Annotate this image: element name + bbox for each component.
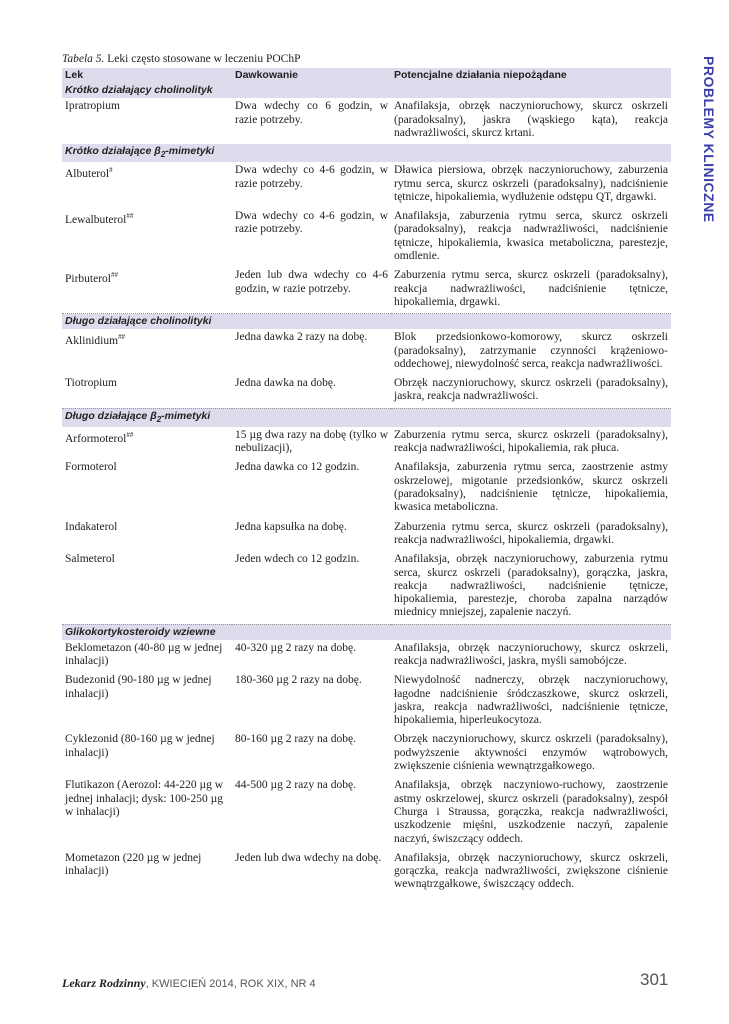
- drug-cell: Cyklezonid (80-160 µg w jednej inhalacji): [65, 733, 215, 759]
- drug-cell: Aklinidium##: [65, 333, 126, 348]
- table-row: [62, 672, 671, 731]
- drug-cell: Beklometazon (40-80 µg w jednej inhalacji): [65, 641, 223, 667]
- section-title: Glikokortykosteroidy wziewne: [62, 624, 671, 640]
- page-number: 301: [640, 970, 669, 989]
- journal-issue: , KWIECIEŃ 2014, ROK XIX, NR 4: [145, 978, 316, 990]
- table-row: [62, 162, 671, 208]
- table-row: [62, 459, 671, 518]
- drug-cell: Pirbuterol##: [62, 267, 232, 313]
- section-title: Krótko działające $\beta_2$-mimetyki: [62, 144, 671, 162]
- table-caption: [62, 53, 301, 65]
- drug-cell: Albuterol#: [65, 166, 113, 181]
- dose-cell: Jedna kapsułka na dobę.: [235, 520, 347, 533]
- table-section-row: [62, 314, 671, 330]
- drug-cell: Flutikazon (Aerozol: 44-220 µg w jednej inhalacji; dysk: 100-250 µg w inhalacji): [65, 779, 224, 818]
- table-row: [62, 267, 671, 313]
- table-row: [62, 208, 671, 267]
- drug-cell: Lewalbuterol##: [65, 212, 134, 226]
- effects-cell: Obrzęk naczynioruchowy, skurcz oskrzeli (paradoksalny), podwyższenie aktywności enzymów wątrobowych, zwiększenie ciśnienia wewnątrzgałkowego.: [394, 733, 668, 773]
- effects-cell: Anafilaksja, obrzęk naczyniowo-ruchowy, zaostrzenie astmy oskrzelowej, skurcz oskrzeli (paradoksalny), zespół Churga i Straussa, gorączka, reakcja nadwrażliwości, uszkodzenie mięśni, uszkodzenie naczyń, zapalenie naczyń, świszczący oddech.: [394, 779, 668, 845]
- effects-cell: Dławica piersiowa, obrzęk naczynioruchowy, zaburzenia rytmu serca, skurcz oskrzeli (paradoksalny), nadciśnienie tętnicze, hipokaliemia, wydłużenie odstępu QT, drgawki.: [394, 164, 668, 203]
- journal-name: Lekarz Rodzinny: [62, 976, 146, 990]
- drug-cell: Mometazon (220 µg w jednej inhalacji): [65, 851, 202, 878]
- drug-cell: Salmeterol: [62, 551, 232, 624]
- table-section-row: [62, 408, 671, 427]
- effects-cell: Anafilaksja, zaburzenia rytmu serca, zaostrzenie astmy oskrzelowej, migotanie przedsionków, skurcz oskrzeli (paradoksalny), nadciśnienie tętnicze, hipokaliemia, kwasica metaboliczna.: [394, 461, 668, 514]
- section-title: Długo działające $\beta_2$-mimetyki: [62, 408, 671, 427]
- table-row: [62, 850, 671, 896]
- page-footer: [62, 976, 316, 991]
- dose-cell: 80-160 µg 2 razy na dobę.: [235, 733, 356, 746]
- drug-cell: Arformoterol##: [65, 430, 134, 445]
- dose-cell: 44-500 µg 2 razy na dobę.: [235, 779, 356, 792]
- dose-cell: Jeden lub dwa wdechy na dobę.: [235, 851, 382, 864]
- dose-cell: Dwa wdechy co 4-6 godzin, w razie potrzeby.: [235, 164, 388, 190]
- table-row: [62, 329, 671, 375]
- header-drug: Lek: [62, 68, 232, 83]
- table-row: [62, 98, 671, 144]
- effects-cell: Anafilaksja, obrzęk naczynioruchowy, skurcz oskrzeli, gorączka, reakcja nadwrażliwości, zwiększone ciśnienie wewnątrzgałkowe, świszczący oddech.: [394, 851, 668, 891]
- table-row: [62, 731, 671, 777]
- table-row: [62, 777, 671, 849]
- drug-cell: Ipratropium: [65, 100, 120, 113]
- table-row: [62, 519, 671, 552]
- effects-cell: Blok przedsionkowo-komorowy, skurcz oskrzeli (paradoksalny), zatrzymanie czynności krążeniowo-oddechowej, niewydolność serca, reakcja nadwrażliwości.: [394, 331, 668, 370]
- section-side-title: PROBLEMY KLINICZNE: [701, 56, 717, 223]
- table-row: [62, 551, 671, 624]
- table-row: [62, 375, 671, 408]
- effects-cell: Zaburzenia rytmu serca, skurcz oskrzeli (paradoksalny), reakcja nadwrażliwości, hipokaliemia, rak płuca.: [394, 428, 668, 455]
- section-title: Długo działające cholinolityki: [62, 314, 671, 330]
- effects-cell: Anafilaksja, obrzęk naczynioruchowy, skurcz oskrzeli, reakcja nadwrażliwości, jaskra, myśli samobójcze.: [394, 641, 668, 667]
- effects-cell: Anafilaksja, obrzęk naczynioruchowy, skurcz oskrzeli (paradoksalny), jaskra (wąskiego kąta), reakcja nadwrażliwości, skurcz krtani.: [394, 100, 668, 139]
- table-header-row: [62, 68, 671, 83]
- dose-cell: Dwa wdechy co 6 godzin, w razie potrzeby.: [235, 100, 388, 126]
- effects-cell: Anafilaksja, obrzęk naczynioruchowy, zaburzenia rytmu serca, skurcz oskrzeli (paradoksalny), gorączka, jaskra, reakcja nadwrażliwości, nadciśnienie tętnicze, hipokaliemia, parestezje, choroba zapalna narządów miednicy mniejszej, zapalenie naczyń.: [391, 551, 671, 624]
- table-row: [62, 640, 671, 673]
- dose-cell: Jeden wdech co 12 godzin.: [232, 551, 391, 624]
- table-section-row: [62, 144, 671, 162]
- section-title: Krótko działający cholinolityk: [62, 83, 671, 98]
- table-section-row: [62, 624, 671, 640]
- header-dose: Dawkowanie: [232, 68, 391, 83]
- dose-cell: 180-360 µg 2 razy na dobę.: [235, 674, 362, 687]
- drugs-table: [62, 68, 671, 896]
- effects-cell: Zaburzenia rytmu serca, skurcz oskrzeli (paradoksalny), reakcja nadwrażliwości, nadciśnienie tętnicze, hipokaliemia, drgawki.: [391, 267, 671, 313]
- dose-cell: Dwa wdechy co 4-6 godzin, w razie potrzeby.: [235, 210, 388, 236]
- effects-cell: Anafilaksja, zaburzenia rytmu serca, skurcz oskrzeli (paradoksalny), reakcja nadwrażliwości, nadciśnienie tętnicze, hipokaliemia, kwasica metaboliczna, parestezje, omdlenie.: [394, 210, 668, 263]
- dose-cell: 15 µg dwa razy na dobę (tylko w nebulizacji),: [235, 428, 388, 455]
- table-body: [62, 83, 671, 895]
- effects-cell: Zaburzenia rytmu serca, skurcz oskrzeli (paradoksalny), reakcja nadwrażliwości, hipokaliemia, drgawki.: [394, 520, 668, 546]
- table-row: [62, 427, 671, 460]
- header-effects: Potencjalne działania niepożądane: [391, 68, 671, 83]
- drug-cell: Tiotropium: [62, 375, 232, 408]
- caption-label: Tabela 5.: [62, 53, 105, 65]
- dose-cell: Jedna dawka co 12 godzin.: [235, 461, 360, 474]
- dose-cell: Jedna dawka 2 razy na dobę.: [235, 331, 368, 344]
- dose-cell: Jeden lub dwa wdechy co 4-6 godzin, w razie potrzeby.: [232, 267, 391, 313]
- drug-cell: Formoterol: [65, 461, 117, 474]
- effects-cell: Obrzęk naczynioruchowy, skurcz oskrzeli (paradoksalny), jaskra, reakcja nadwrażliwości.: [391, 375, 671, 408]
- effects-cell: Niewydolność nadnerczy, obrzęk naczynioruchowy, łagodne nadciśnienie śródczaszkowe, skurcz oskrzeli, jaskra, reakcja nadwrażliwości, nadciśnienie tętnicze, hipokaliemia, hiperleukocytoza.: [394, 674, 668, 727]
- table-section-row: [62, 83, 671, 98]
- caption-text: Leki często stosowane w leczeniu POChP: [104, 53, 301, 65]
- drug-cell: Budezonid (90-180 µg w jednej inhalacji): [65, 674, 212, 700]
- dose-cell: 40-320 µg 2 razy na dobę.: [235, 641, 356, 654]
- drug-cell: Indakaterol: [65, 520, 118, 533]
- dose-cell: Jedna dawka na dobę.: [232, 375, 391, 408]
